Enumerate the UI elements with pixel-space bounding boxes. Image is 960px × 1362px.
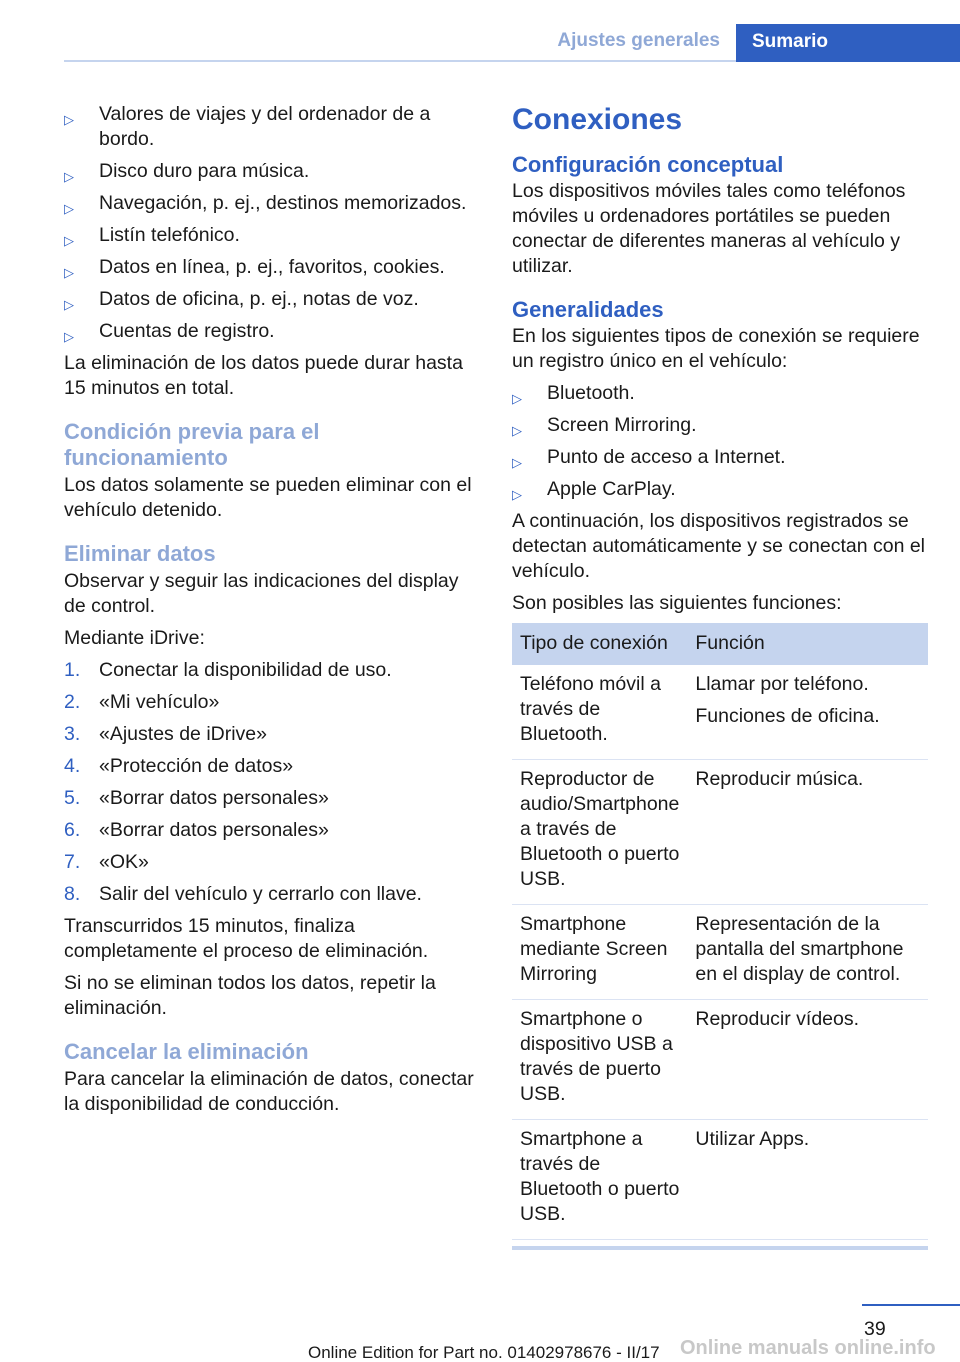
cell-funcion: Reproducir vídeos. <box>687 1000 928 1120</box>
step-item: 6. «Borrar datos personales» <box>64 819 329 841</box>
heading-configuracion: Configuración conceptual <box>512 152 784 177</box>
paragraph-transcurridos: Transcurridos 15 minutos, finaliza completamente el proceso de eliminación. <box>64 915 429 962</box>
edition-note: Online Edition for Part no. 01402978676 - II/17 <box>308 1343 660 1362</box>
triangle-bullet-icon: ▷ <box>512 455 522 470</box>
paragraph-continuacion: A continuación, los dispositivos registrados se detectan automáticamente y se conectan con el vehículo. <box>512 510 926 582</box>
column-header-funcion: Función <box>687 623 928 665</box>
table-bottom-rule <box>512 1246 928 1250</box>
triangle-bullet-icon: ▷ <box>64 265 74 280</box>
paragraph-condicion: Los datos solamente se pueden eliminar con el vehículo detenido. <box>64 474 472 521</box>
data-list <box>64 102 480 344</box>
table-row <box>512 905 928 1000</box>
step-item: 8. Salir del vehículo y cerrarlo con llave. <box>64 883 422 905</box>
triangle-bullet-icon: ▷ <box>64 297 74 312</box>
step-item: 5. «Borrar datos personales» <box>64 787 329 809</box>
table-row <box>512 760 928 905</box>
list-item: ▷ Valores de viajes y del ordenador de a bordo. <box>64 103 431 150</box>
cell-tipo: Smartphone o dispositivo USB a través de puerto USB. <box>512 1000 687 1120</box>
paragraph-si-no: Si no se eliminan todos los datos, repetir la eliminación. <box>64 972 436 1019</box>
triangle-bullet-icon: ▷ <box>64 233 74 248</box>
header-section-title: Ajustes generales <box>557 30 720 51</box>
cell-funcion: Reproducir música. <box>687 760 928 905</box>
triangle-bullet-icon: ▷ <box>512 423 522 438</box>
heading-conexiones: Conexiones <box>512 103 683 136</box>
triangle-bullet-icon: ▷ <box>512 487 522 502</box>
table-row <box>512 1000 928 1120</box>
step-item: 4. «Protección de datos» <box>64 755 294 777</box>
cell-funcion: Representación de la pantalla del smartphone en el display de control. <box>687 905 928 1000</box>
cell-tipo: Smartphone a través de Bluetooth o puerto USB. <box>512 1120 687 1240</box>
footer-rule <box>862 1304 960 1306</box>
triangle-bullet-icon: ▷ <box>64 112 74 127</box>
list-item: ▷ Bluetooth. <box>512 381 928 406</box>
list-item: ▷ Punto de acceso a Internet. <box>512 445 928 470</box>
table-header-row <box>512 623 928 665</box>
triangle-bullet-icon: ▷ <box>64 201 74 216</box>
list-item: ▷ Datos en línea, p. ej., favoritos, cookies. <box>64 255 480 280</box>
cell-funcion: Llamar por teléfono. Funciones de oficina. <box>687 665 928 760</box>
watermark: Online manuals online.info <box>680 1337 936 1359</box>
heading-condicion: Condición previa para el funcionamiento <box>64 419 320 470</box>
list-item: ▷ Cuentas de registro. <box>64 319 480 344</box>
step-item: 2. «Mi vehículo» <box>64 691 220 713</box>
paragraph-cancelar: Para cancelar la eliminación de datos, conectar la disponibilidad de conducción. <box>64 1068 474 1115</box>
step-item: 7. «OK» <box>64 851 149 873</box>
list-item: ▷ Disco duro para música. <box>64 159 480 184</box>
column-header-tipo: Tipo de conexión <box>512 623 687 665</box>
paragraph-generalidades: En los siguientes tipos de conexión se requiere un registro único en el vehículo: <box>512 325 920 372</box>
paragraph-duration: La eliminación de los datos puede durar hasta 15 minutos en total. <box>64 352 463 399</box>
list-item: ▷ Listín telefónico. <box>64 223 480 248</box>
page-number: 39 <box>864 1318 886 1340</box>
step-item: 1. Conectar la disponibilidad de uso. <box>64 659 392 681</box>
left-column <box>64 102 480 1124</box>
triangle-bullet-icon: ▷ <box>512 391 522 406</box>
right-column <box>512 102 928 1250</box>
paragraph-eliminar-2: Mediante iDrive: <box>64 627 205 649</box>
cell-tipo: Reproductor de audio/Smartphone a través de Bluetooth o puerto USB. <box>512 760 687 905</box>
triangle-bullet-icon: ▷ <box>64 169 74 184</box>
header-tab-sumario[interactable]: Sumario <box>736 24 960 62</box>
list-item: ▷ Apple CarPlay. <box>512 477 928 502</box>
list-item: ▷ Datos de oficina, p. ej., notas de voz. <box>64 287 480 312</box>
cell-tipo: Smartphone mediante Screen Mirroring <box>512 905 687 1000</box>
heading-generalidades: Generalidades <box>512 297 664 322</box>
list-item: ▷ Screen Mirroring. <box>512 413 928 438</box>
paragraph-eliminar-1: Observar y seguir las indicaciones del display de control. <box>64 570 459 617</box>
paragraph-configuracion: Los dispositivos móviles tales como teléfonos móviles u ordenadores portátiles se pueden conectar de diferentes maneras al vehículo y utilizar. <box>512 180 906 277</box>
list-item: ▷ Navegación, p. ej., destinos memorizados. <box>64 191 480 216</box>
heading-eliminar: Eliminar datos <box>64 541 216 566</box>
table-row <box>512 1120 928 1240</box>
table-row <box>512 665 928 760</box>
triangle-bullet-icon: ▷ <box>64 329 74 344</box>
step-item: 3. «Ajustes de iDrive» <box>64 723 267 745</box>
cell-tipo: Teléfono móvil a través de Bluetooth. <box>512 665 687 760</box>
paragraph-posibles: Son posibles las siguientes funciones: <box>512 592 842 614</box>
cell-funcion: Utilizar Apps. <box>687 1120 928 1240</box>
heading-cancelar: Cancelar la eliminación <box>64 1039 309 1064</box>
connection-types-list <box>512 381 928 502</box>
connections-table <box>512 623 928 1240</box>
steps-list <box>64 658 480 907</box>
